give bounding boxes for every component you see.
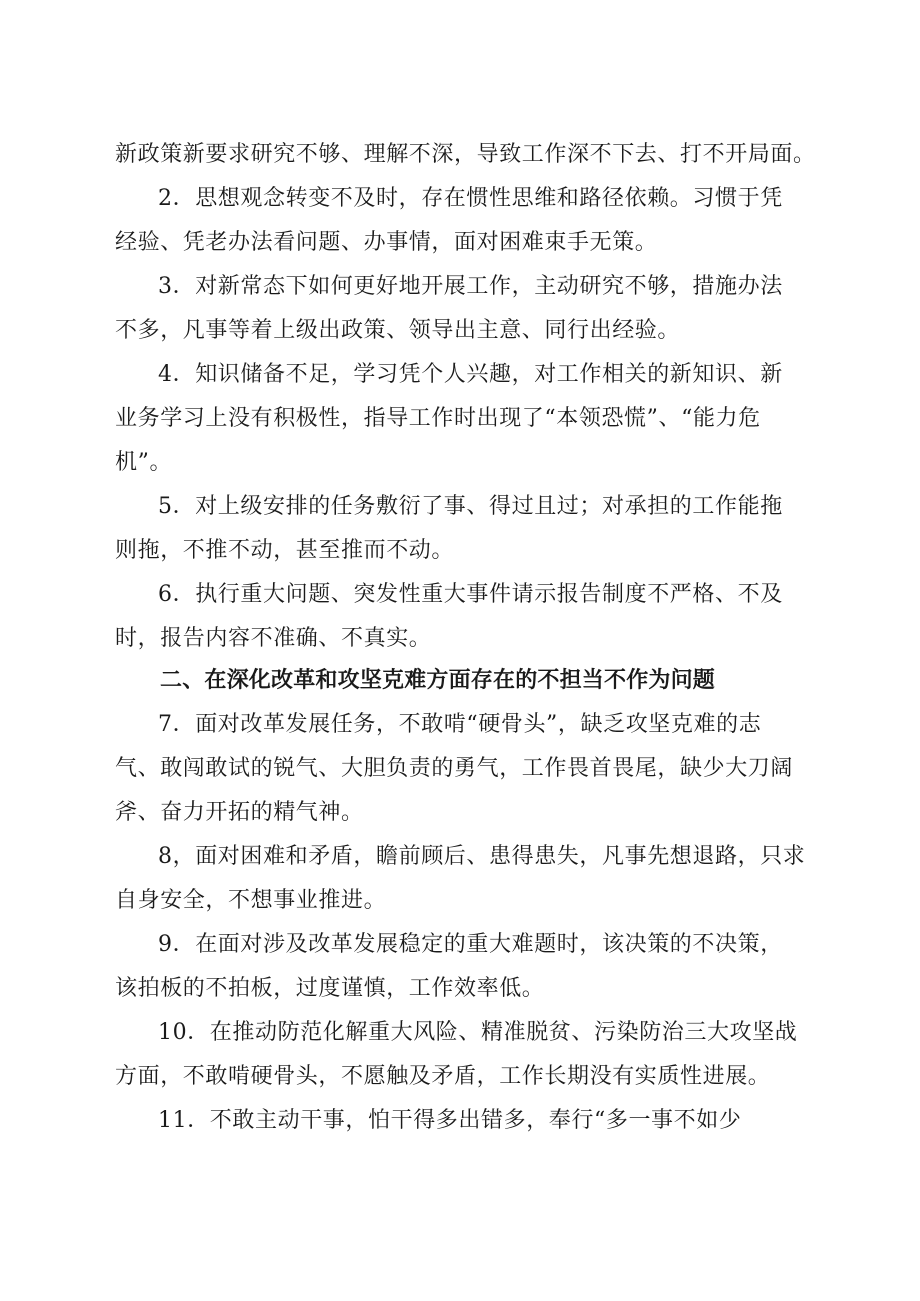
paragraph-line: 10．在推动防范化解重大风险、精准脱贫、污染防治三大攻坚战: [158, 1020, 798, 1045]
paragraph-line: 斧、奋力开拓的精气神。: [115, 800, 364, 825]
paragraph-line: 不多，凡事等着上级出政策、领导出主意、同行出经验。: [115, 318, 681, 343]
paragraph-line: 9．在面对涉及改革发展稳定的重大难题时，该决策的不决策，: [158, 932, 783, 957]
paragraph-line: 业务学习上没有积极性，指导工作时出现了“本领恐慌”、“能力危: [115, 406, 761, 431]
paragraph-line: 5．对上级安排的任务敷衍了事、得过且过；对承担的工作能拖: [158, 494, 783, 519]
paragraph-line: 气、敢闯敢试的锐气、大胆负责的勇气，工作畏首畏尾，缺少大刀阔: [115, 756, 794, 781]
paragraph-line: 时，报告内容不准确、不真实。: [115, 626, 432, 651]
paragraph-line: 则拖，不推不动，甚至推而不动。: [115, 538, 455, 563]
paragraph-line: 3．对新常态下如何更好地开展工作，主动研究不够，措施办法: [158, 274, 783, 299]
paragraph-line: 机”。: [115, 450, 173, 475]
paragraph-line: 自身安全，不想事业推进。: [115, 888, 387, 913]
paragraph-line: 方面，不敢啃硬骨头，不愿触及矛盾，工作长期没有实质性进展。: [115, 1064, 771, 1089]
paragraph-line: 11．不敢主动干事，怕干得多出错多，奉行“多一事不如少: [158, 1108, 742, 1133]
paragraph-line: 6．执行重大问题、突发性重大事件请示报告制度不严格、不及: [158, 582, 783, 607]
paragraph-line: 2．思想观念转变不及时，存在惯性思维和路径依赖。习惯于凭: [158, 186, 783, 211]
paragraph-line: 该拍板的不拍板，过度谨慎，工作效率低。: [115, 976, 545, 1001]
paragraph-line: 4．知识储备不足，学习凭个人兴趣，对工作相关的新知识、新: [158, 362, 783, 387]
paragraph-line: 经验、凭老办法看问题、办事情，面对困难束手无策。: [115, 230, 658, 255]
paragraph-line: 7．面对改革发展任务，不敢啃“硬骨头”，缺乏攻坚克难的志: [158, 712, 762, 737]
paragraph-line: 8，面对困难和矛盾，瞻前顾后、患得患失，凡事先想退路，只求: [158, 844, 806, 869]
paragraph-line: 新政策新要求研究不够、理解不深，导致工作深不下去、打不开局面。: [115, 142, 816, 167]
section-heading: 二、在深化改革和攻坚克难方面存在的不担当不作为问题: [160, 668, 716, 693]
